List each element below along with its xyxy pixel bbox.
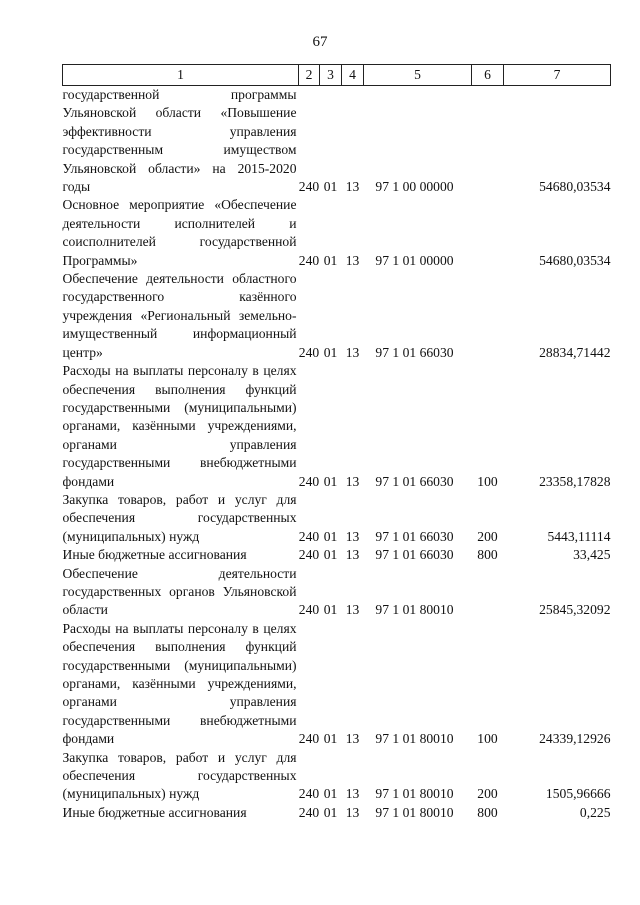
table-row	[63, 196, 611, 270]
row-name: Расходы на выплаты персоналу в целях обеспечения выполнения функций государственными (муниципальными) органами, казёнными учреждениями, органами управления государственными внебюджетными фондами	[62, 620, 297, 747]
row-col-3: 01	[323, 528, 338, 544]
row-col-7: 54680,03534	[539, 252, 611, 268]
row-col-5: 97 1 01 66030	[375, 547, 454, 563]
row-col-6: 100	[477, 731, 498, 747]
header-col-3: 3	[320, 65, 342, 86]
row-name: Расходы на выплаты персоналу в целях обеспечения выполнения функций государственными (муниципальными) органами, казёнными учреждениями, органами управления государственными внебюджетными фондами	[62, 363, 297, 489]
header-col-1: 1	[63, 65, 299, 86]
row-col-3: 01	[323, 786, 338, 802]
row-col-4: 13	[345, 179, 360, 195]
row-name: Обеспечение деятельности областного государственного казённого учреждения «Региональный земельно-имущественный информационный центр»	[62, 271, 297, 360]
row-col-7: 5443,11114	[547, 528, 611, 544]
row-col-5: 97 1 01 80010	[375, 602, 454, 618]
row-col-6: 200	[477, 528, 498, 544]
row-col-6	[472, 86, 504, 197]
row-col-3: 01	[323, 731, 338, 747]
row-col-6	[472, 565, 504, 620]
row-col-2: 240	[298, 344, 320, 360]
row-col-3: 01	[323, 547, 338, 563]
row-col-4: 13	[345, 547, 360, 563]
row-name: Закупка товаров, работ и услуг для обеспечения государственных (муниципальных) нужд	[62, 491, 297, 544]
row-col-6: 200	[477, 786, 498, 802]
header-col-4: 4	[342, 65, 364, 86]
header-row	[63, 65, 611, 86]
row-col-2: 240	[298, 179, 320, 195]
row-col-5: 97 1 01 66030	[375, 473, 454, 489]
table-row	[63, 620, 611, 749]
row-col-3: 01	[323, 179, 338, 195]
header-col-5: 5	[364, 65, 472, 86]
row-col-6: 800	[477, 547, 498, 563]
row-name: Закупка товаров, работ и услуг для обеспечения государственных (муниципальных) нужд	[62, 749, 297, 802]
table-row	[63, 749, 611, 804]
header-col-7: 7	[504, 65, 611, 86]
page-number: 67	[312, 34, 328, 50]
row-col-4: 13	[345, 602, 360, 618]
row-col-4: 13	[345, 731, 360, 747]
row-name: Иные бюджетные ассигнования	[62, 804, 247, 820]
row-col-7: 24339,12926	[539, 731, 611, 747]
table-row	[63, 546, 611, 564]
row-col-2: 240	[298, 804, 320, 820]
table-row	[63, 565, 611, 620]
row-col-2: 240	[298, 786, 320, 802]
row-col-3: 01	[323, 344, 338, 360]
row-col-2: 240	[298, 547, 320, 563]
row-col-2: 240	[298, 602, 320, 618]
row-col-7: 1505,96666	[545, 786, 611, 802]
row-col-2: 240	[298, 731, 320, 747]
row-col-5: 97 1 01 80010	[375, 804, 454, 820]
row-col-4: 13	[345, 528, 360, 544]
row-col-7: 28834,71442	[539, 344, 611, 360]
row-col-6: 100	[477, 473, 498, 489]
row-col-7: 25845,32092	[539, 602, 611, 618]
row-col-5: 97 1 01 66030	[375, 528, 454, 544]
table-row	[63, 804, 611, 822]
row-name: государственной программы Ульяновской области «Повышение эффективности управления государственным имуществом Ульяновской области» на 2015-2020 годы	[62, 87, 297, 195]
row-col-7: 33,425	[573, 547, 611, 563]
budget-table	[62, 64, 611, 822]
table-header	[63, 65, 611, 86]
row-col-4: 13	[345, 252, 360, 268]
row-name: Иные бюджетные ассигнования	[62, 547, 247, 563]
row-col-4: 13	[345, 804, 360, 820]
row-col-5: 97 1 01 00000	[375, 252, 454, 268]
table-row	[63, 362, 611, 491]
row-col-5: 97 1 00 00000	[375, 179, 454, 195]
row-col-3: 01	[323, 602, 338, 618]
row-col-7: 23358,17828	[539, 473, 611, 489]
row-col-5: 97 1 01 80010	[375, 786, 454, 802]
row-col-5: 97 1 01 80010	[375, 731, 454, 747]
table-row	[63, 491, 611, 546]
row-col-3: 01	[323, 252, 338, 268]
row-name: Обеспечение деятельности государственных органов Ульяновской области	[62, 565, 297, 618]
row-col-6: 800	[477, 804, 498, 820]
row-col-2: 240	[298, 473, 320, 489]
row-col-3: 01	[323, 473, 338, 489]
row-col-5: 97 1 01 66030	[375, 344, 454, 360]
row-col-4: 13	[345, 344, 360, 360]
row-col-7: 0,225	[579, 804, 611, 820]
row-name: Основное мероприятие «Обеспечение деятельности исполнителей и соисполнителей государственной Программы»	[62, 197, 297, 268]
row-col-4: 13	[345, 473, 360, 489]
table-row	[63, 270, 611, 362]
header-col-2: 2	[299, 65, 320, 86]
row-col-4: 13	[345, 786, 360, 802]
row-col-2: 240	[298, 528, 320, 544]
row-col-3: 01	[323, 804, 338, 820]
row-col-6	[472, 270, 504, 362]
row-col-2: 240	[298, 252, 320, 268]
row-col-7: 54680,03534	[539, 179, 611, 195]
table-row	[63, 86, 611, 197]
header-col-6: 6	[472, 65, 504, 86]
row-col-6	[472, 196, 504, 270]
